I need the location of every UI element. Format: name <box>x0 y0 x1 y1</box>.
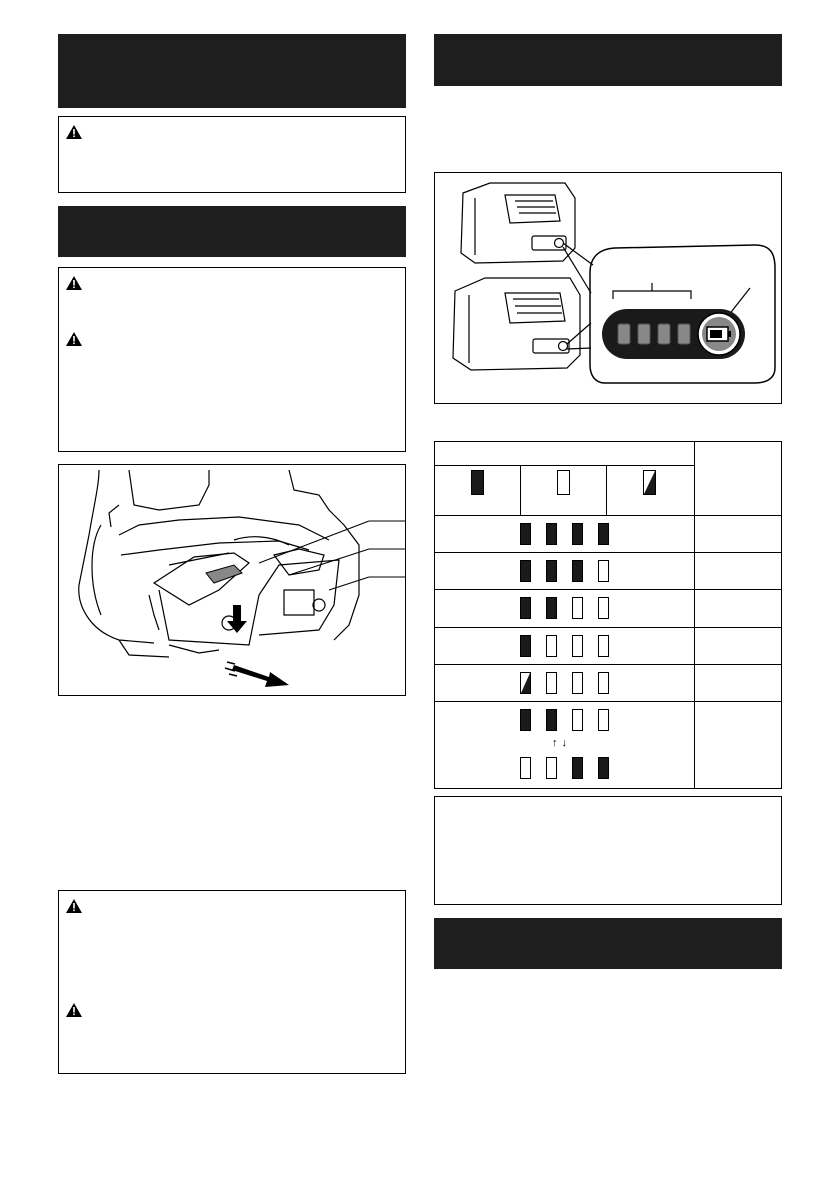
battery-indicator-illustration <box>435 173 781 403</box>
led-on <box>520 709 531 731</box>
led-off <box>546 757 557 779</box>
warning-triangle-icon <box>66 1003 82 1017</box>
arrows-label: ↑↓ <box>552 737 571 749</box>
warning-triangle-icon <box>66 332 82 346</box>
led-off <box>572 709 583 731</box>
led-on <box>572 757 583 779</box>
led-off <box>598 560 609 582</box>
led-off <box>546 672 557 694</box>
page-footer-strip <box>0 1184 840 1192</box>
caution-box-2 <box>58 267 406 452</box>
figure-battery-indicator <box>434 172 782 404</box>
led-on <box>546 709 557 731</box>
led-off <box>598 672 609 694</box>
led-off <box>598 635 609 657</box>
legend-led-blinking <box>643 470 656 495</box>
led-off <box>572 635 583 657</box>
led-on <box>598 757 609 779</box>
warning-triangle-icon <box>66 899 82 913</box>
battery-removal-illustration <box>59 465 405 695</box>
left-header-bar-1 <box>58 34 406 108</box>
battery-icon <box>707 327 731 341</box>
led-off <box>598 709 609 731</box>
warning-triangle-icon <box>66 125 82 139</box>
note-box <box>434 796 782 905</box>
indicator-table <box>434 441 782 789</box>
caution-box-1 <box>58 116 406 193</box>
led-off <box>572 597 583 619</box>
led-on <box>546 597 557 619</box>
led-on <box>520 597 531 619</box>
led-off <box>520 757 531 779</box>
led-on <box>546 523 557 545</box>
led-on <box>546 560 557 582</box>
figure-battery-removal <box>58 464 406 696</box>
caution-box-3 <box>58 890 406 1074</box>
led-off <box>572 672 583 694</box>
led-off <box>546 635 557 657</box>
left-header-bar-2 <box>58 206 406 257</box>
right-header-bar-1 <box>434 34 782 86</box>
led-on <box>520 560 531 582</box>
legend-led-off <box>557 470 570 495</box>
led-on <box>520 523 531 545</box>
led-blink <box>520 672 531 694</box>
led-off <box>598 597 609 619</box>
led-on <box>520 635 531 657</box>
right-header-bar-2 <box>434 918 782 969</box>
warning-triangle-icon <box>66 276 82 290</box>
legend-led-lit <box>471 470 484 495</box>
led-on <box>572 523 583 545</box>
led-on <box>572 560 583 582</box>
led-on <box>598 523 609 545</box>
